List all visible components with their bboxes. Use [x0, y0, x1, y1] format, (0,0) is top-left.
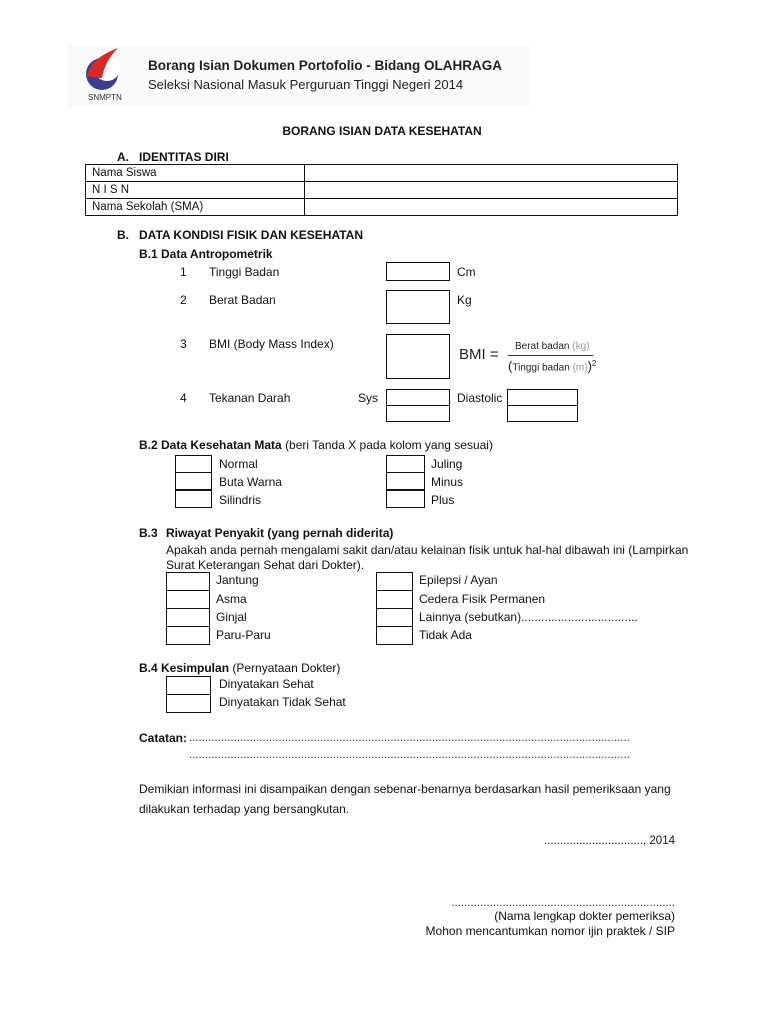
checkbox-silindris[interactable] [175, 490, 212, 508]
header-title: Borang Isian Dokumen Portofolio - Bidang OLAHRAGA [148, 58, 502, 73]
table-row [86, 199, 678, 216]
unit-label: Kg [457, 293, 472, 307]
checkbox-paru-paru[interactable] [166, 626, 210, 645]
section-a-label: A. [117, 150, 129, 164]
option-label: Plus [431, 493, 455, 507]
option-label: Dinyatakan Sehat [219, 677, 314, 691]
item-number: 4 [180, 391, 187, 405]
weight-input[interactable] [386, 290, 450, 324]
item-number: 1 [180, 265, 187, 279]
identity-table [85, 164, 678, 216]
school-field[interactable] [305, 199, 678, 216]
notes-label: Catatan: [139, 731, 188, 745]
checkbox-plus[interactable] [386, 490, 425, 508]
checkbox-tidak-sehat[interactable] [166, 694, 211, 713]
license-note: Mohon mencantumkan nomor ijin praktek / SIP [425, 924, 675, 938]
bmi-fraction-line [508, 355, 593, 356]
diastolic-input-top[interactable] [507, 389, 578, 406]
bmi-den-open: ( [508, 358, 513, 374]
option-label: Tidak Ada [419, 628, 472, 642]
b3-question: Apakah anda pernah mengalami sakit dan/atau kelainan fisik untuk hal-hal dibawah ini (Lampirkan [166, 543, 689, 557]
identity-label: Nama Siswa [86, 165, 305, 182]
option-label: Minus [431, 475, 464, 489]
bmi-exponent: 2 [591, 359, 597, 368]
sys-input-bottom[interactable] [386, 405, 450, 422]
b3-label: B.3 [139, 526, 158, 540]
checkbox-jantung[interactable] [166, 572, 210, 591]
unit-label: Cm [457, 265, 476, 279]
statement: dilakukan terhadap yang bersangkutan. [139, 802, 350, 816]
section-a-title: IDENTITAS DIRI [139, 150, 229, 164]
table-row [86, 182, 678, 199]
identity-label: N I S N [86, 182, 305, 199]
identity-label: Nama Sekolah (SMA) [86, 199, 305, 216]
name-field[interactable] [305, 165, 678, 182]
b2-title [139, 438, 493, 452]
bmi-denominator-text: Tinggi badan [512, 362, 570, 374]
bmi-input[interactable] [386, 334, 450, 379]
item-label: BMI (Body Mass Index) [209, 337, 334, 351]
checkbox-normal[interactable] [175, 455, 212, 473]
bmi-numerator-unit: (kg) [572, 341, 590, 352]
table-row [86, 165, 678, 182]
option-label: Juling [431, 457, 463, 471]
section-b-title: DATA KONDISI FISIK DAN KESEHATAN [139, 228, 363, 242]
b3-question: Surat Keterangan Sehat dari Dokter). [166, 558, 365, 572]
checkbox-lainnya[interactable] [376, 608, 413, 627]
item-number: 2 [180, 293, 187, 307]
checkbox-minus[interactable] [386, 472, 425, 490]
bmi-numerator-text: Berat badan [515, 341, 570, 352]
header-subtitle: Seleksi Nasional Masuk Perguruan Tinggi Negeri 2014 [148, 77, 464, 92]
checkbox-sehat[interactable] [166, 676, 211, 695]
option-label: Buta Warna [219, 475, 282, 489]
sys-input-top[interactable] [386, 389, 450, 406]
checkbox-tidak-ada[interactable] [376, 626, 413, 645]
bmi-numerator [515, 341, 590, 353]
option-label: Jantung [216, 573, 259, 587]
b4-title-bold: B.4 Kesimpulan [139, 661, 230, 675]
b4-title [139, 661, 340, 675]
header [68, 45, 530, 107]
date-line[interactable]: ..............................., 2014 [543, 835, 675, 847]
logo-text: SNMPTN [88, 93, 122, 102]
option-label: Epilepsi / Ayan [419, 573, 498, 587]
option-label: Asma [216, 592, 247, 606]
nisn-field[interactable] [305, 182, 678, 199]
diastolic-label: Diastolic [457, 391, 503, 405]
option-label: Silindris [219, 493, 262, 507]
bmi-denominator [508, 358, 596, 374]
doctor-name-caption: (Nama lengkap dokter pemeriksa) [494, 909, 675, 923]
bmi-den-close: ) [587, 358, 592, 374]
item-label: Tekanan Darah [209, 391, 291, 405]
notes-line[interactable]: .......................................................................................................................................... [189, 732, 630, 744]
checkbox-asma[interactable] [166, 590, 210, 609]
sys-label: Sys [358, 391, 379, 405]
notes-line[interactable]: .......................................................................................................................................... [189, 749, 630, 761]
b2-title-note: (beri Tanda X pada kolom yang sesuai) [285, 438, 493, 452]
b3-title: Riwayat Penyakit (yang pernah diderita) [166, 526, 394, 540]
item-number: 3 [180, 337, 187, 351]
checkbox-buta-warna[interactable] [175, 472, 212, 490]
bmi-denominator-unit: (m) [572, 362, 588, 374]
option-label: Lainnya (sebutkan)................................... [419, 610, 638, 624]
option-label: Dinyatakan Tidak Sehat [219, 695, 346, 709]
checkbox-juling[interactable] [386, 455, 425, 473]
section-b-label: B. [117, 228, 129, 242]
diastolic-input-bottom[interactable] [507, 405, 578, 422]
checkbox-cedera[interactable] [376, 590, 413, 609]
signature-line[interactable]: ...................................................................... [451, 897, 675, 909]
statement: Demikian informasi ini disampaikan dengan sebenar-benarnya berdasarkan hasil pemeriksaan yang [139, 782, 671, 796]
option-label: Ginjal [216, 610, 247, 624]
item-label: Berat Badan [209, 293, 276, 307]
option-label: Normal [219, 457, 258, 471]
bmi-formula-lhs: BMI = [459, 346, 499, 363]
height-input[interactable] [386, 262, 450, 281]
item-label: Tinggi Badan [209, 265, 280, 279]
snmptn-logo-icon [80, 44, 128, 92]
checkbox-epilepsi[interactable] [376, 572, 413, 591]
form-title: BORANG ISIAN DATA KESEHATAN [282, 124, 482, 138]
b4-title-note: (Pernyataan Dokter) [232, 661, 341, 675]
option-label: Cedera Fisik Permanen [419, 592, 546, 606]
b2-title-bold: B.2 Data Kesehatan Mata [139, 438, 282, 452]
b1-title: B.1 Data Antropometrik [139, 247, 273, 261]
option-label: Paru-Paru [216, 628, 271, 642]
checkbox-ginjal[interactable] [166, 608, 210, 627]
